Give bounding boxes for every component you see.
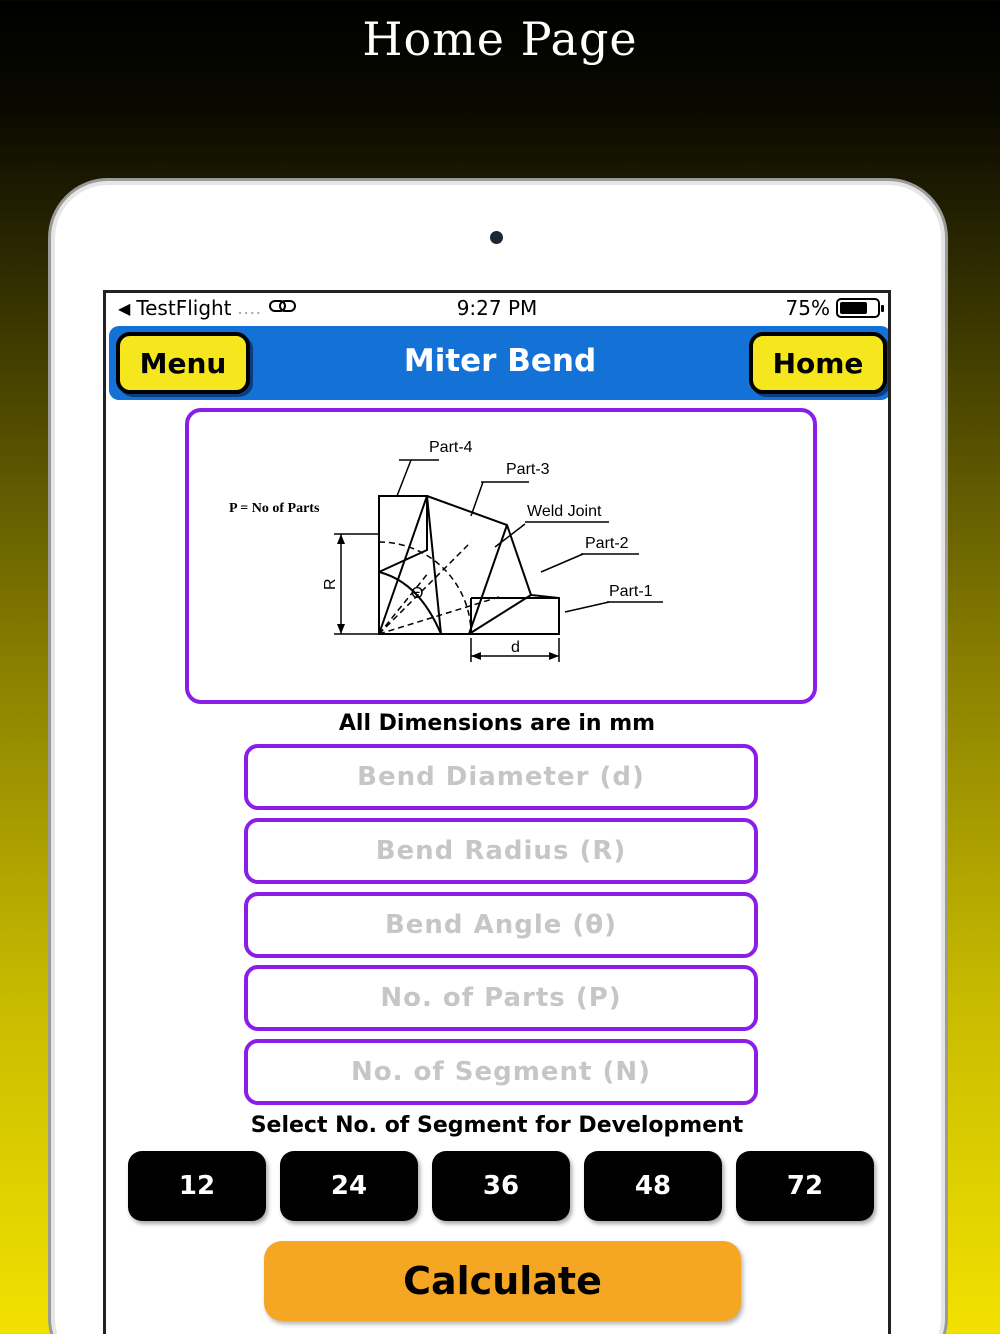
segment-option-24[interactable]: 24 xyxy=(280,1151,418,1221)
signal-dots: .... xyxy=(237,298,262,318)
miter-bend-diagram xyxy=(185,408,817,704)
bend-diameter-field[interactable] xyxy=(244,744,758,810)
label-r: R xyxy=(322,578,339,590)
calculate-button[interactable]: Calculate xyxy=(264,1241,741,1321)
segment-section-label: Select No. of Segment for Development xyxy=(250,1113,744,1138)
legend-parts: P = No of Parts xyxy=(229,501,320,516)
status-right xyxy=(786,296,880,320)
page-title: Miter Bend xyxy=(403,343,597,379)
label-part1: Part-1 xyxy=(609,583,653,600)
segment-option-12[interactable]: 12 xyxy=(128,1151,266,1221)
segment-option-48[interactable]: 48 xyxy=(584,1151,722,1221)
segment-field[interactable] xyxy=(244,1039,758,1105)
label-part2: Part-2 xyxy=(585,535,629,552)
bend-angle-field[interactable] xyxy=(244,892,758,958)
parts-field[interactable] xyxy=(244,965,758,1031)
parts-input[interactable] xyxy=(248,969,754,1027)
segment-option-36[interactable]: 36 xyxy=(432,1151,570,1221)
label-part4: Part-4 xyxy=(429,439,473,456)
battery-percent: 75% xyxy=(785,296,830,320)
bend-radius-input[interactable] xyxy=(248,822,754,880)
back-arrow-icon[interactable]: ◀ xyxy=(118,298,131,318)
menu-button[interactable]: Menu xyxy=(116,332,250,394)
nav-bar xyxy=(109,326,891,400)
app-screen xyxy=(103,290,891,1334)
status-bar xyxy=(106,293,888,325)
segment-option-72[interactable]: 72 xyxy=(736,1151,874,1221)
front-camera xyxy=(490,231,503,244)
battery-icon xyxy=(836,298,880,318)
label-theta: Θ xyxy=(411,585,424,602)
back-app-label[interactable]: TestFlight xyxy=(136,296,232,320)
label-weld-joint: Weld Joint xyxy=(527,503,602,520)
bend-diameter-input[interactable] xyxy=(248,748,754,806)
status-time: 9:27 PM xyxy=(456,296,538,320)
home-button[interactable]: Home xyxy=(749,332,887,394)
segment-input[interactable] xyxy=(248,1043,754,1101)
label-part3: Part-3 xyxy=(506,461,550,478)
dimensions-note: All Dimensions are in mm xyxy=(338,711,656,736)
promo-title: Home Page xyxy=(362,12,638,66)
bend-angle-input[interactable] xyxy=(248,896,754,954)
label-d: d xyxy=(511,639,520,656)
miter-bend-drawing xyxy=(189,412,813,700)
bend-radius-field[interactable] xyxy=(244,818,758,884)
